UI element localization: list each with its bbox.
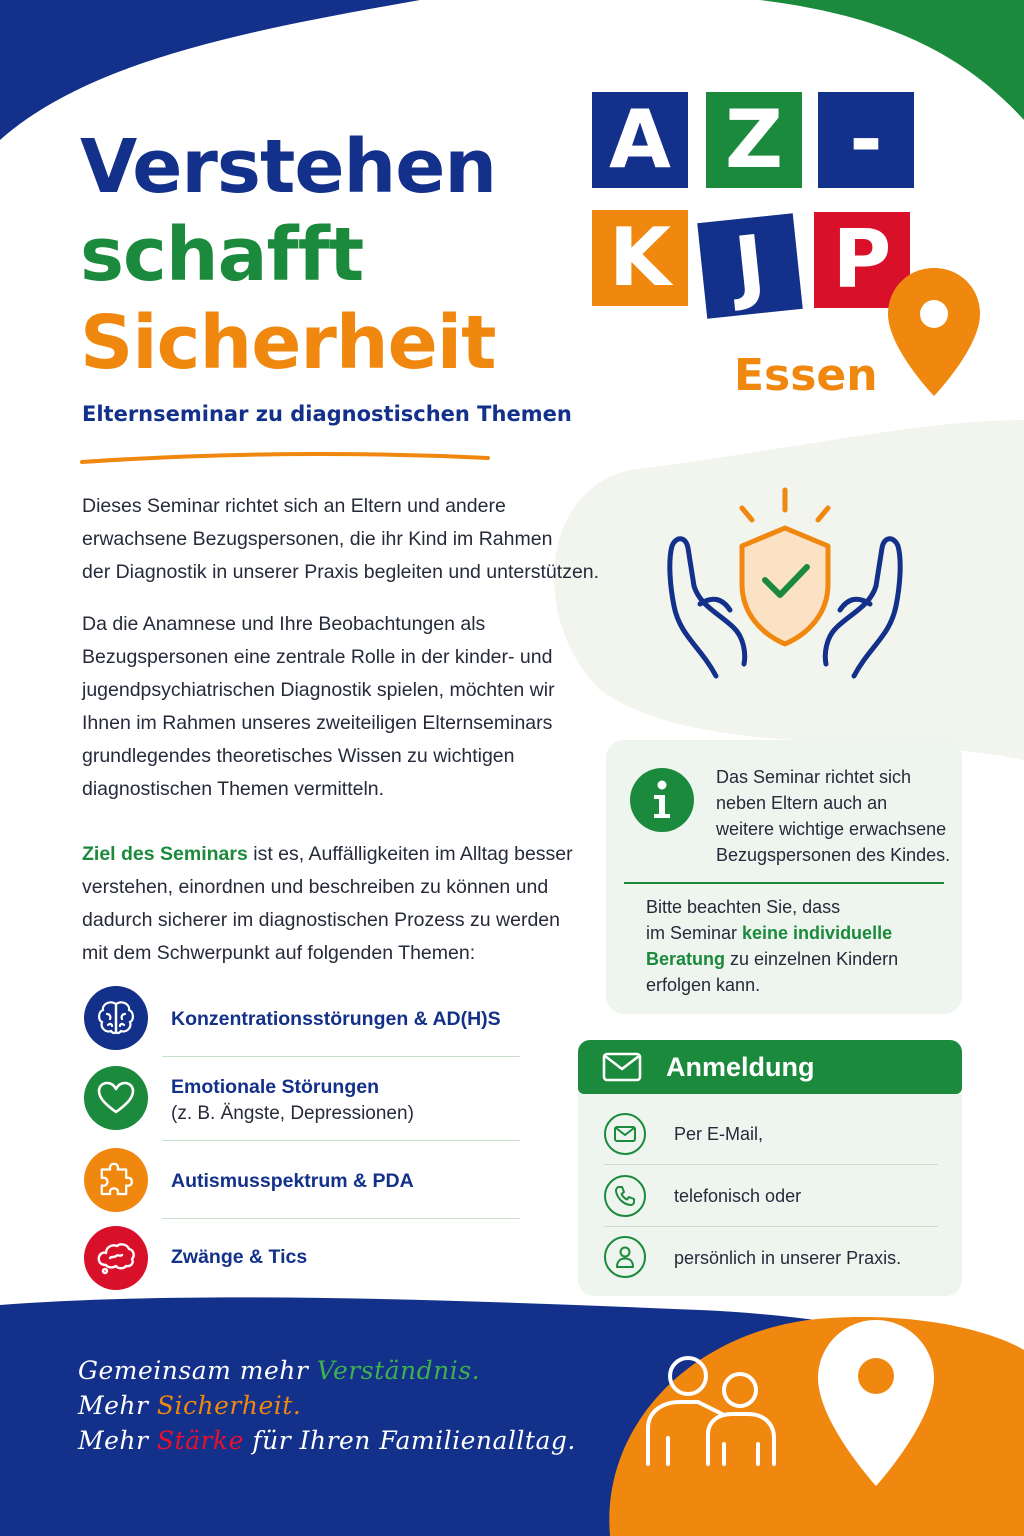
cloud-thought-icon (84, 1226, 148, 1290)
family-icon (640, 1354, 782, 1466)
info-line: Bezugspersonen des Kindes. (716, 845, 951, 865)
logo-tile-z: Z (706, 92, 802, 188)
logo-city: Essen (734, 350, 878, 401)
topic-divider (162, 1056, 520, 1057)
intro-p3-line: mit dem Schwerpunkt auf folgenden Themen: (82, 942, 476, 964)
info-note (646, 894, 898, 998)
intro-p2-line: jugendpsychiatrischen Diagnostik spielen, möchten wir (82, 679, 555, 701)
note-line: erfolgen kann. (646, 975, 761, 995)
intro-paragraph-1 (82, 490, 622, 589)
slogan-highlight-red: Stärke (156, 1426, 244, 1455)
registration-divider (604, 1164, 938, 1165)
slogan-text: Mehr (78, 1391, 157, 1420)
intro-p2-line: diagnostischen Themen vermitteln. (82, 778, 385, 800)
topic-subtitle: (z. B. Ängste, Depressionen) (171, 1103, 414, 1124)
subtitle: Elternseminar zu diagnostischen Themen (82, 402, 572, 426)
envelope-icon (602, 1052, 642, 1082)
slogan-line-1 (78, 1356, 480, 1385)
logo-tile-p: P (814, 212, 910, 308)
registration-divider (604, 1226, 938, 1227)
info-line: neben Eltern auch an (716, 793, 888, 813)
logo-tile-a: A (592, 92, 688, 188)
goal-text: ist es, Auffälligkeiten im Alltag besser (247, 843, 573, 865)
logo-tile-dash: - (818, 92, 914, 188)
intro-p3-line: verstehen, einordnen und beschreiben zu können und (82, 876, 549, 898)
slogan-text: für Ihren Familienalltag. (243, 1426, 576, 1455)
note-line: Bitte beachten Sie, dass (646, 897, 841, 917)
slogan-highlight-green: Verständnis. (316, 1356, 481, 1385)
headline-line-1: Verstehen (80, 124, 497, 210)
headline-line-3: Sicherheit (80, 300, 496, 386)
intro-p3-line (82, 838, 622, 871)
intro-p1-line: der Diagnostik in unserer Praxis begleiten und unterstützen. (82, 561, 600, 583)
intro-p3-line: dadurch sicherer im diagnostischen Prozess zu werden (82, 909, 560, 931)
intro-p2-line: Da die Anamnese und Ihre Beobachtungen als (82, 613, 486, 635)
note-highlight: keine individuelle (742, 923, 893, 943)
goal-highlight: Ziel des Seminars (82, 843, 248, 865)
note-line (646, 946, 898, 972)
person-icon (604, 1236, 646, 1278)
map-pin-icon (816, 1318, 936, 1488)
heart-icon (84, 1066, 148, 1130)
slogan-line-2 (78, 1391, 301, 1420)
registration-email: Per E-Mail, (674, 1124, 764, 1144)
topic-title: Konzentrationsstörungen & AD(H)S (171, 1008, 501, 1030)
info-text (716, 764, 950, 868)
info-icon (630, 768, 694, 832)
intro-paragraph-2 (82, 608, 622, 806)
intro-p1-line: Dieses Seminar richtet sich an Eltern und andere (82, 495, 506, 517)
info-line: Das Seminar richtet sich (716, 767, 912, 787)
note-highlight: Beratung (646, 949, 726, 969)
slogan-text: Gemeinsam mehr (78, 1356, 317, 1385)
registration-in-person: persönlich in unserer Praxis. (674, 1248, 902, 1268)
registration-phone: telefonisch oder (674, 1186, 802, 1206)
topic-divider (162, 1140, 520, 1141)
note-text: im Seminar (646, 923, 743, 943)
phone-icon (604, 1175, 646, 1217)
logo-tile-k: K (592, 210, 688, 306)
info-line: weitere wichtige erwachsene (716, 819, 947, 839)
map-pin-icon (886, 266, 982, 400)
topic-divider (162, 1218, 520, 1219)
envelope-icon (604, 1113, 646, 1155)
registration-title: Anmeldung (666, 1052, 815, 1082)
info-divider (624, 882, 944, 884)
intro-p2-line: Ihnen im Rahmen unseres zweiteiligen Elternseminars (82, 712, 553, 734)
topic-title: Zwänge & Tics (171, 1246, 308, 1268)
topic-title: Emotionale Störungen (171, 1076, 380, 1098)
intro-paragraph-3 (82, 838, 622, 970)
brain-icon (84, 986, 148, 1050)
subtitle-underline (80, 448, 492, 468)
slogan-line-3 (78, 1426, 576, 1455)
slogan-highlight-orange: Sicherheit. (156, 1391, 302, 1420)
topic-title: Autismusspektrum & PDA (171, 1170, 414, 1192)
headline-line-2: schafft (80, 212, 364, 298)
note-text: zu einzelnen Kindern (725, 949, 899, 969)
logo-tile-j: J (697, 213, 803, 319)
intro-p1-line: erwachsene Bezugspersonen, die ihr Kind im Rahmen (82, 528, 553, 550)
hands-shield-check-icon (660, 486, 910, 682)
puzzle-icon (84, 1148, 148, 1212)
intro-p2-line: grundlegendes theoretisches Wissen zu wichtigen (82, 745, 515, 767)
intro-p2-line: Bezugspersonen eine zentrale Rolle in der kinder- und (82, 646, 553, 668)
slogan-text: Mehr (78, 1426, 157, 1455)
note-line (646, 920, 898, 946)
